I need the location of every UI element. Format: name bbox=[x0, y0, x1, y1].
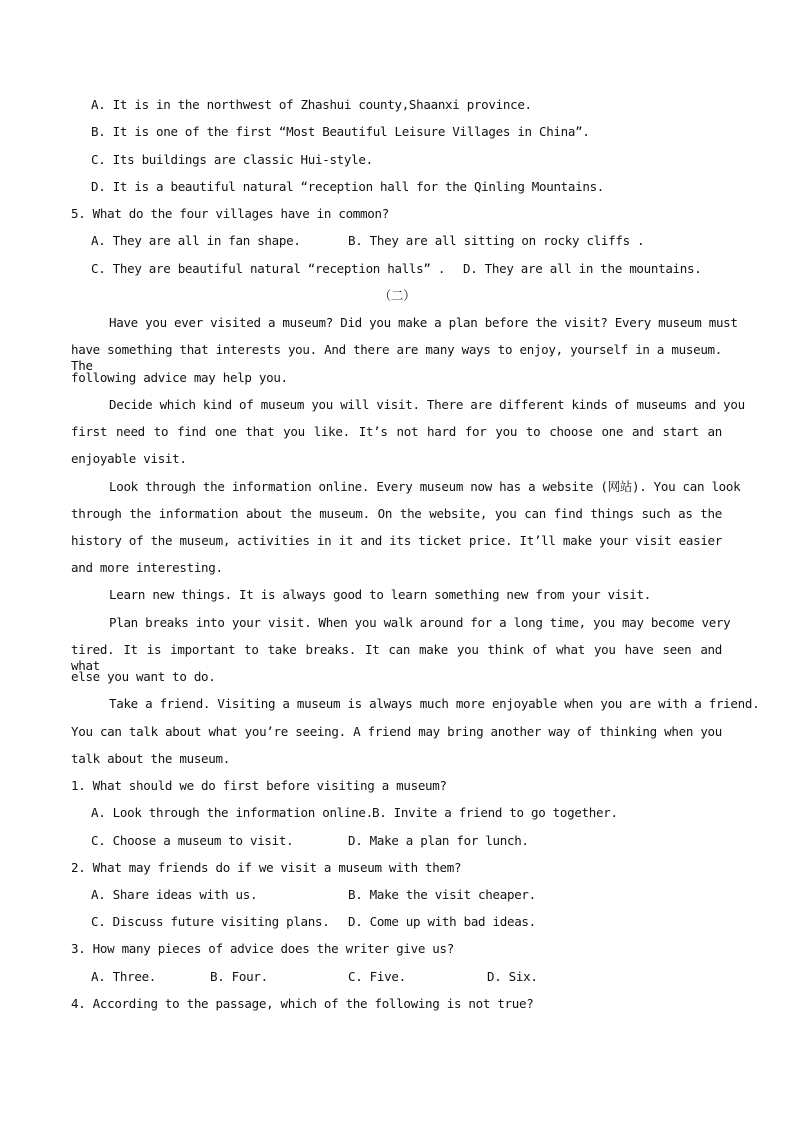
q1-option-a: A. Look through the information online. bbox=[91, 805, 373, 820]
passage-line: You can talk about what you’re seeing. A friend may bring another way of thinking when you bbox=[71, 724, 722, 739]
passage-line: first need to find one that you like. It’s not hard for you to choose one and start an bbox=[71, 424, 722, 439]
passage-line: talk about the museum. bbox=[71, 751, 230, 766]
option-d: D. It is a beautiful natural “reception hall for the Qinling Mountains. bbox=[91, 179, 605, 194]
q1-option-c: C. Choose a museum to visit. bbox=[91, 833, 294, 848]
section-title: （二） bbox=[378, 288, 416, 303]
passage-line: else you want to do. bbox=[71, 669, 216, 684]
passage-line: and more interesting. bbox=[71, 560, 223, 575]
passage-line: through the information about the museum. On the website, you can find things such as the bbox=[71, 506, 722, 521]
q2-option-d: D. Come up with bad ideas. bbox=[348, 914, 536, 929]
passage-line: following advice may help you. bbox=[71, 370, 288, 385]
passage-line: Take a friend. Visiting a museum is always much more enjoyable when you are with a friend. bbox=[109, 696, 760, 711]
option-b: B. It is one of the first “Most Beautiful Leisure Villages in China”. bbox=[91, 124, 590, 139]
passage-line: Have you ever visited a museum? Did you make a plan before the visit? Every museum must bbox=[109, 315, 738, 330]
q5-option-a: A. They are all in fan shape. bbox=[91, 233, 301, 248]
q3-option-c: C. Five. bbox=[348, 969, 406, 984]
option-c: C. Its buildings are classic Hui-style. bbox=[91, 152, 373, 167]
passage-line: Look through the information online. Every museum now has a website (网站). You can look bbox=[109, 479, 741, 494]
q2-option-a: A. Share ideas with us. bbox=[91, 887, 258, 902]
passage-line: Learn new things. It is always good to learn something new from your visit. bbox=[109, 587, 651, 602]
passage-line: Plan breaks into your visit. When you walk around for a long time, you may become very bbox=[109, 615, 731, 630]
q3-option-a: A. Three. bbox=[91, 969, 157, 984]
q2-option-c: C. Discuss future visiting plans. bbox=[91, 914, 330, 929]
passage-line: tired. It is important to take breaks. It can make you think of what you have seen and what bbox=[71, 642, 722, 673]
q3-option-b: B. Four. bbox=[210, 969, 268, 984]
passage-line: have something that interests you. And there are many ways to enjoy, yourself in a museum. The bbox=[71, 342, 722, 373]
passage-line: Decide which kind of museum you will visit. There are different kinds of museums and you bbox=[109, 397, 745, 412]
q5-option-d: D. They are all in the mountains. bbox=[463, 261, 702, 276]
q2-option-b: B. Make the visit cheaper. bbox=[348, 887, 536, 902]
passage-line: enjoyable visit. bbox=[71, 451, 187, 466]
question-3: 3. How many pieces of advice does the writer give us? bbox=[71, 941, 454, 956]
q5-option-c: C. They are beautiful natural “reception halls” . bbox=[91, 261, 446, 276]
question-1: 1. What should we do first before visiting a museum? bbox=[71, 778, 447, 793]
option-a: A. It is in the northwest of Zhashui county,Shaanxi province. bbox=[91, 97, 532, 112]
question-4: 4. According to the passage, which of the following is not true? bbox=[71, 996, 534, 1011]
passage-line: history of the museum, activities in it and its ticket price. It’ll make your visit easier bbox=[71, 533, 722, 548]
q5-option-b: B. They are all sitting on rocky cliffs . bbox=[348, 233, 645, 248]
q3-option-d: D. Six. bbox=[487, 969, 538, 984]
question-2: 2. What may friends do if we visit a museum with them? bbox=[71, 860, 462, 875]
q1-option-b: B. Invite a friend to go together. bbox=[372, 805, 618, 820]
question-5: 5. What do the four villages have in common? bbox=[71, 206, 389, 221]
q1-option-d: D. Make a plan for lunch. bbox=[348, 833, 529, 848]
